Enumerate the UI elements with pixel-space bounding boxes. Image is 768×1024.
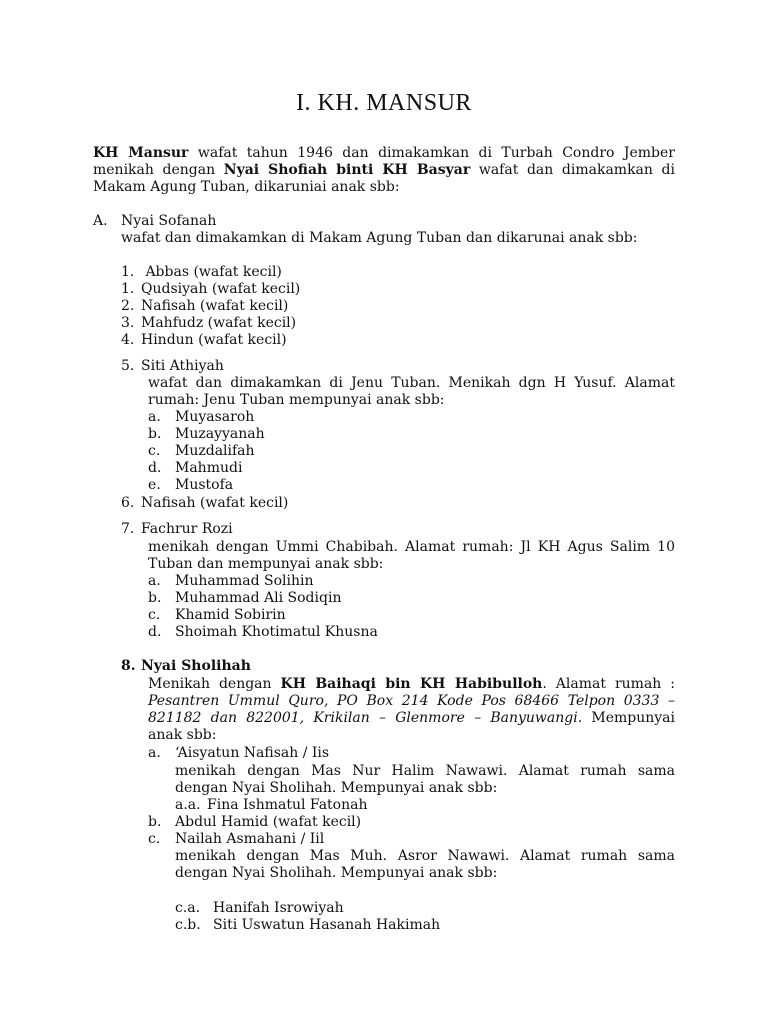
list-item: 4. Hindun (wafat kecil): [121, 332, 287, 348]
child-8-heading: [121, 658, 675, 675]
child-7-description: menikah dengan Ummi Chabibah. Alamat rumah: Jl KH Agus Salim 10 Tuban dan mempunyai anak sbb:: [148, 539, 675, 572]
list-item: c. Khamid Sobirin: [148, 607, 286, 623]
child-5-name: Siti Athiyah: [141, 358, 224, 374]
child-5-number: 5.: [121, 358, 135, 374]
list-item: d. Mahmudi: [148, 460, 243, 476]
child-8c-heading: c. Nailah Asmahani / Iil: [148, 831, 325, 847]
list-item: e. Mustofa: [148, 477, 234, 493]
child-7-number: 7.: [121, 521, 135, 537]
list-item: 3. Mahfudz (wafat kecil): [121, 315, 297, 331]
wife-name: Nyai Sofanah: [121, 213, 217, 229]
child-7-name: Fachrur Rozi: [141, 521, 233, 537]
wife-description: wafat dan dimakamkan di Makam Agung Tuban dan dikarunai anak sbb:: [121, 230, 638, 246]
child-8-spouse: KH Baihaqi bin KH Habibulloh: [280, 676, 543, 692]
child-8-number: 8.: [121, 658, 136, 674]
child-7-kids-list: [148, 573, 675, 641]
child-5-description: wafat dan dimakamkan di Jenu Tuban. Menikah dgn H Yusuf. Alamat rumah: Jenu Tuban mempunyai anak sbb:: [148, 375, 675, 408]
list-item: b. Muzayyanah: [148, 426, 265, 442]
child-6-item: 6. Nafisah (wafat kecil): [121, 495, 289, 511]
children-simple-list: [121, 264, 675, 349]
page-title: I. KH. MANSUR: [296, 90, 472, 116]
child-8-name: Nyai Sholihah: [141, 658, 251, 674]
child-8a-heading: a. ‘Aisyatun Nafisah / Iis: [148, 745, 330, 761]
list-item: 1. Abbas (wafat kecil): [121, 264, 282, 280]
intro-paragraph: [93, 145, 675, 196]
list-item: c.b. Siti Uswatun Hasanah Hakimah: [175, 917, 441, 933]
list-item: c.a. Hanifah Isrowiyah: [175, 900, 344, 916]
child-8a-description: menikah dengan Mas Nur Halim Nawawi. Alamat rumah sama dengan Nyai Sholihah. Mempunyai anak sbb:: [175, 763, 675, 796]
child-5-heading: [121, 358, 675, 375]
list-item: a. Muyasaroh: [148, 409, 255, 425]
child-8a-kid: a.a. Fina Ishmatul Fatonah: [175, 797, 368, 813]
intro-text-1: wafat tahun 1946 dan dimakamkan di Turbah Condro Jember menikah dengan: [93, 145, 675, 178]
child-8c-description: menikah dengan Mas Muh. Asror Nawawi. Alamat rumah sama dengan Nyai Sholihah. Mempunyai anak sbb:: [175, 848, 675, 881]
list-item: a. Muhammad Solihin: [148, 573, 314, 589]
list-item: 1. Qudsiyah (wafat kecil): [121, 281, 301, 297]
wife-heading: [93, 213, 675, 230]
intro-name-nyai-shofiah: Nyai Shofiah binti KH Basyar: [223, 162, 471, 178]
child-8b-item: b. Abdul Hamid (wafat kecil): [148, 814, 362, 830]
intro-text-2: wafat dan dimakamkan di Makam Agung Tuban, dikaruniai anak sbb:: [93, 162, 675, 195]
child-8c-name: Nailah Asmahani / Iil: [175, 831, 325, 847]
child-8-address: Pesantren Ummul Quro, PO Box 214 Kode Pos 68466 Telpon 0333 – 821182 dan 822001, Krikilan – Glenmore – Banyuwangi: [148, 693, 675, 726]
child-7-heading: [121, 521, 675, 538]
child-8c-kids-list: [175, 900, 675, 934]
intro-name-kh-mansur: KH Mansur: [93, 145, 189, 161]
list-item: d. Shoimah Khotimatul Khusna: [148, 624, 378, 640]
list-item: c. Muzdalifah: [148, 443, 255, 459]
child-5-kids-list: [148, 409, 675, 494]
child-8-description: Menikah dengan KH Baihaqi bin KH Habibulloh. Alamat rumah : Pesantren Ummul Quro, PO Box 214 Kode Pos 68466 Telpon 0333 – 821182 dan 822001, Krikilan – Glenmore – Banyuwangi. Mempunyai anak sbb:: [148, 676, 676, 743]
list-item: 2. Nafisah (wafat kecil): [121, 298, 289, 314]
child-8a-name: ‘Aisyatun Nafisah / Iis: [175, 745, 330, 761]
wife-label: A.: [93, 213, 108, 229]
list-item: b. Muhammad Ali Sodiqin: [148, 590, 342, 606]
